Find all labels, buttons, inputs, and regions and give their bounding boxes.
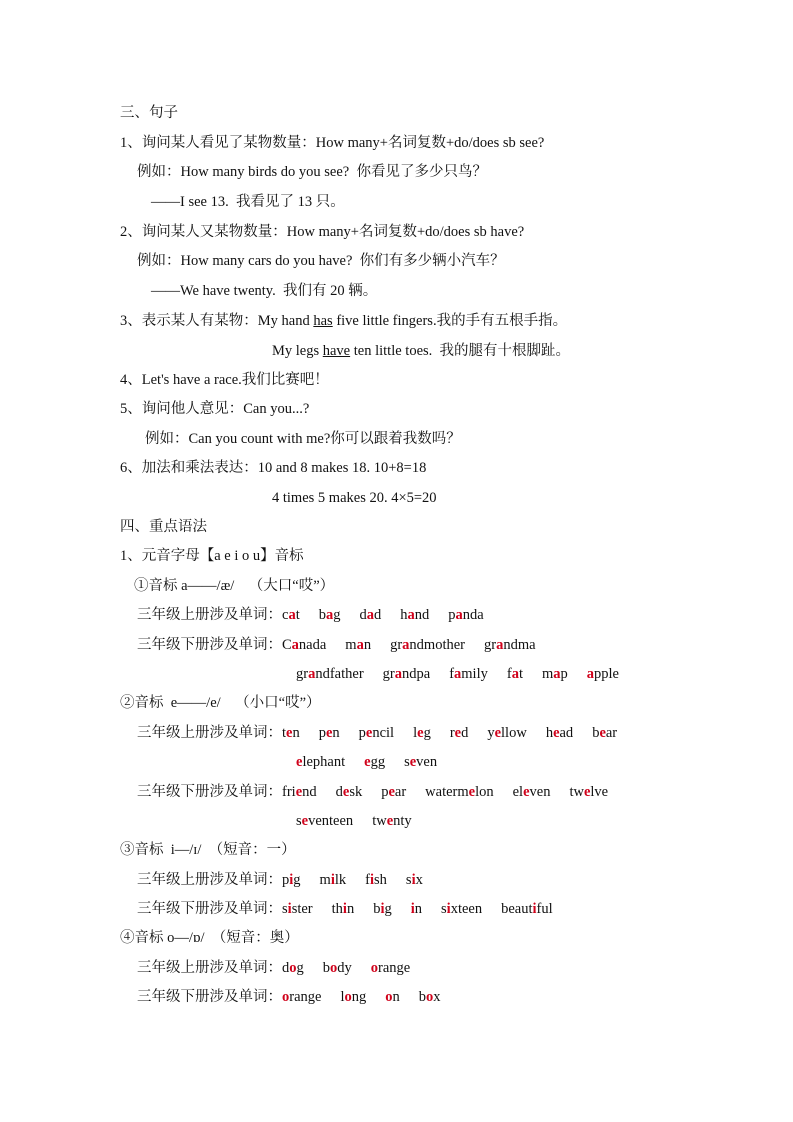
vocab-label: 三年级上册涉及单词：: [137, 607, 282, 623]
word-part: lve: [590, 784, 609, 800]
word-part: s: [405, 872, 412, 888]
word-part: ster: [291, 901, 313, 917]
text-line: [120, 371, 329, 389]
vowel-highlight: e: [364, 754, 371, 770]
word-part: C: [282, 637, 292, 653]
vowel-highlight: a: [454, 666, 462, 682]
vowel-highlight: i: [411, 872, 416, 888]
word-part: range: [289, 989, 322, 1005]
word-part: n: [363, 637, 372, 653]
vocab-word: [282, 988, 321, 1006]
vocab-word: [404, 753, 437, 771]
text-run: 三、句子: [120, 105, 178, 121]
word-part: nd: [302, 784, 317, 800]
text-line: [272, 342, 570, 360]
vocab-word: [319, 606, 341, 624]
text-line: [272, 489, 437, 507]
word-part: y: [487, 725, 495, 741]
vocab-word: [507, 665, 523, 683]
word-part: venteen: [308, 813, 354, 829]
vocab-word: [319, 724, 340, 742]
vowel-highlight: a: [366, 607, 374, 623]
text-run: ——We have twenty. 我们有 20 辆。: [151, 283, 378, 299]
vocab-word: [282, 724, 300, 742]
word-part: gr: [296, 666, 309, 682]
word-part: d: [373, 607, 382, 623]
text-run: My legs: [272, 343, 323, 359]
vocab-word: [372, 812, 411, 830]
text-line: [137, 606, 484, 624]
word-part: nada: [298, 637, 327, 653]
vocab-word: [546, 724, 573, 742]
text-run: 6、加法和乘法表达：10 and 8 makes 18. 10+8=18: [120, 460, 427, 476]
text-line: [120, 459, 426, 477]
text-line: [137, 163, 487, 181]
word-part: l: [340, 989, 345, 1005]
text-line: [120, 104, 178, 122]
word-part: ven: [416, 754, 438, 770]
text-run: 1、元音字母【a e i o u】音标: [120, 548, 304, 564]
vocab-label: 三年级下册涉及单词：: [137, 637, 282, 653]
vocab-word: [425, 783, 493, 801]
word-part: waterm: [425, 784, 469, 800]
text-line: [120, 694, 321, 712]
text-run: 4、Let's have a race.我们比赛吧！: [120, 372, 329, 388]
text-run: 例如：How many birds do you see? 你看见了多少只鸟？: [137, 164, 487, 180]
word-part: ar: [605, 725, 618, 741]
vowel-highlight: e: [454, 725, 462, 741]
word-part: h: [545, 725, 554, 741]
word-part: x: [415, 872, 423, 888]
vowel-highlight: e: [417, 725, 424, 741]
vocab-label: 三年级上册涉及单词：: [137, 872, 282, 888]
text-line: [120, 518, 207, 536]
word-part: m: [542, 666, 554, 682]
word-part: g: [293, 872, 301, 888]
text-line: [134, 577, 334, 595]
word-part: b: [418, 989, 426, 1005]
vowel-highlight: i: [287, 901, 292, 917]
vocab-word: [282, 606, 300, 624]
vowel-highlight: e: [523, 784, 530, 800]
underlined-text: has: [313, 313, 333, 329]
text-line: [120, 841, 296, 859]
word-part: nty: [393, 813, 412, 829]
vocab-word: [441, 900, 482, 918]
word-part: llow: [501, 725, 527, 741]
text-run: ——I see 13. 我看见了 13 只。: [151, 194, 345, 210]
vowel-highlight: e: [494, 725, 502, 741]
text-line: [145, 430, 461, 448]
vowel-highlight: a: [586, 666, 595, 682]
vocab-word: [282, 783, 317, 801]
word-part: ndfather: [315, 666, 364, 682]
word-part: fri: [282, 784, 296, 800]
word-part: ndpa: [402, 666, 431, 682]
vowel-highlight: o: [330, 960, 338, 976]
word-part: m: [319, 872, 331, 888]
word-part: ful: [536, 901, 553, 917]
vowel-highlight: e: [599, 725, 606, 741]
vocab-word: [542, 665, 568, 683]
vocab-word: [569, 783, 608, 801]
text-run: 例如：Can you count with me?你可以跟着我数吗？: [145, 431, 461, 447]
word-part: t: [295, 607, 300, 623]
vowel-highlight: e: [286, 725, 293, 741]
word-part: sk: [349, 784, 363, 800]
word-part: f: [365, 872, 370, 888]
vocab-word: [359, 606, 381, 624]
text-line: [120, 312, 567, 330]
vowel-highlight: a: [496, 637, 504, 653]
vowel-highlight: e: [301, 813, 309, 829]
word-part: xteen: [450, 901, 483, 917]
vowel-highlight: a: [455, 607, 463, 623]
text-line: [137, 959, 410, 977]
word-part: th: [331, 901, 343, 917]
vocab-word: [359, 724, 394, 742]
vowel-highlight: a: [291, 637, 299, 653]
text-run: ④音标 o—/ɒ/ （短音：奥）: [120, 930, 299, 946]
word-part: n: [292, 725, 300, 741]
vocab-label: 三年级下册涉及单词：: [137, 901, 282, 917]
word-part: tw: [569, 784, 584, 800]
word-part: el: [512, 784, 524, 800]
vocab-word: [320, 871, 347, 889]
text-run: 4 times 5 makes 20. 4×5=20: [272, 490, 437, 506]
vowel-highlight: a: [407, 607, 415, 623]
vocab-word: [487, 724, 526, 742]
word-part: p: [381, 784, 389, 800]
word-part: tw: [372, 813, 387, 829]
vowel-highlight: o: [370, 960, 378, 976]
vocab-word: [373, 900, 392, 918]
vocab-word: [419, 988, 441, 1006]
vocab-word: [282, 871, 301, 889]
word-part: gr: [382, 666, 395, 682]
vocab-word: [411, 900, 422, 918]
text-run: ①音标 a——/æ/ （大口“哎”）: [134, 578, 335, 594]
vocab-word: [390, 636, 465, 654]
word-part: ng: [351, 989, 367, 1005]
word-part: t: [518, 666, 523, 682]
vowel-highlight: a: [288, 607, 296, 623]
word-part: p: [448, 607, 456, 623]
word-part: nda: [462, 607, 484, 623]
word-part: c: [282, 607, 289, 623]
vowel-highlight: a: [511, 666, 519, 682]
text-line: [120, 134, 544, 152]
word-part: b: [318, 607, 326, 623]
word-part: ad: [559, 725, 574, 741]
word-part: lon: [475, 784, 494, 800]
vocab-word: [448, 606, 483, 624]
text-run: ③音标 i—/ɪ/ （短音：一）: [120, 842, 296, 858]
vocab-word: [323, 959, 352, 977]
word-part: m: [345, 637, 357, 653]
vowel-highlight: i: [410, 901, 415, 917]
word-part: range: [378, 960, 411, 976]
vocab-word: [332, 900, 355, 918]
word-part: ven: [529, 784, 551, 800]
text-line: [120, 400, 309, 418]
word-part: b: [322, 960, 330, 976]
word-part: s: [441, 901, 447, 917]
vowel-highlight: a: [325, 607, 334, 623]
word-part: f: [449, 666, 455, 682]
text-line: [151, 282, 377, 300]
text-line: [137, 724, 617, 742]
vocab-word: [282, 636, 326, 654]
vowel-highlight: i: [380, 901, 385, 917]
vocab-word: [385, 988, 400, 1006]
word-part: lk: [334, 872, 347, 888]
text-run: ②音标 e——/e/ （小口“哎”）: [120, 695, 321, 711]
word-part: beaut: [501, 901, 533, 917]
text-line: [120, 929, 299, 947]
text-line: [137, 783, 608, 801]
text-line: [296, 812, 412, 830]
vowel-highlight: a: [356, 637, 364, 653]
word-part: g: [333, 607, 341, 623]
text-run: five little fingers.我的手有五根手指。: [332, 313, 568, 329]
vowel-highlight: i: [369, 872, 374, 888]
vowel-highlight: i: [532, 901, 537, 917]
text-run: 1、询问某人看见了某物数量：How many+名词复数+do/does sb see?: [120, 135, 545, 151]
vocab-word: [592, 724, 617, 742]
text-run: 5、询问他人意见：Can you...?: [120, 401, 310, 417]
vowel-highlight: e: [386, 813, 394, 829]
word-part: dy: [337, 960, 352, 976]
vowel-highlight: i: [330, 872, 335, 888]
text-line: [137, 871, 423, 889]
text-line: [296, 665, 619, 683]
vowel-highlight: e: [365, 725, 373, 741]
word-part: b: [592, 725, 600, 741]
word-part: ndma: [503, 637, 536, 653]
vowel-highlight: i: [342, 901, 347, 917]
text-run: My hand: [257, 313, 314, 329]
text-line: [137, 900, 553, 918]
vowel-highlight: a: [402, 637, 410, 653]
word-part: p: [358, 725, 366, 741]
word-part: s: [296, 813, 302, 829]
word-part: nd: [414, 607, 430, 623]
text-run: 例如：How many cars do you have? 你们有多少辆小汽车？: [137, 253, 505, 269]
text-line: [296, 753, 437, 771]
word-part: sh: [374, 872, 387, 888]
word-part: n: [346, 901, 355, 917]
vowel-highlight: i: [446, 901, 451, 917]
vocab-word: [406, 871, 423, 889]
underlined-text: have: [322, 343, 351, 359]
vocab-word: [450, 724, 469, 742]
vocab-word: [282, 959, 304, 977]
vowel-highlight: o: [289, 960, 297, 976]
vocab-word: [340, 988, 366, 1006]
text-line: [137, 636, 536, 654]
word-part: p: [282, 872, 290, 888]
vocab-label: 三年级下册涉及单词：: [137, 784, 282, 800]
vocab-word: [501, 900, 553, 918]
word-part: s: [282, 901, 288, 917]
word-part: x: [433, 989, 441, 1005]
vocab-word: [484, 636, 536, 654]
word-part: ncil: [372, 725, 395, 741]
vocab-word: [587, 665, 619, 683]
vowel-highlight: e: [468, 784, 476, 800]
vocab-word: [296, 753, 345, 771]
vocab-word: [296, 665, 364, 683]
word-part: ar: [394, 784, 407, 800]
word-part: p: [560, 666, 568, 682]
word-part: h: [400, 607, 408, 623]
word-part: f: [506, 666, 512, 682]
text-line: [120, 547, 304, 565]
vowel-highlight: e: [342, 784, 350, 800]
vocab-label: 三年级上册涉及单词：: [137, 725, 282, 741]
vowel-highlight: e: [388, 784, 395, 800]
word-part: r: [449, 725, 455, 741]
word-part: t: [282, 725, 287, 741]
vowel-highlight: o: [425, 989, 434, 1005]
vowel-highlight: o: [344, 989, 352, 1005]
text-run: 3、表示某人有某物：: [120, 313, 258, 329]
vowel-highlight: e: [296, 754, 303, 770]
vowel-highlight: e: [553, 725, 560, 741]
word-part: ndmother: [409, 637, 465, 653]
vocab-word: [345, 636, 371, 654]
vocab-label: 三年级上册涉及单词：: [137, 960, 282, 976]
word-part: d: [335, 784, 343, 800]
vowel-highlight: o: [282, 989, 290, 1005]
text-line: [137, 988, 440, 1006]
vowel-highlight: a: [553, 666, 561, 682]
vowel-highlight: e: [409, 754, 417, 770]
word-part: d: [461, 725, 469, 741]
word-part: b: [373, 901, 381, 917]
text-line: [120, 223, 524, 241]
word-part: n: [392, 989, 400, 1005]
vowel-highlight: e: [583, 784, 591, 800]
word-part: mily: [461, 666, 488, 682]
word-part: n: [332, 725, 340, 741]
vocab-word: [365, 871, 387, 889]
word-part: gr: [484, 637, 497, 653]
vowel-highlight: o: [385, 989, 393, 1005]
vocab-word: [282, 900, 313, 918]
word-part: p: [318, 725, 326, 741]
word-part: d: [359, 607, 367, 623]
word-part: g: [384, 901, 392, 917]
text-run: 四、重点语法: [120, 519, 207, 535]
word-part: gg: [370, 754, 386, 770]
word-part: lephant: [302, 754, 346, 770]
word-part: gr: [390, 637, 403, 653]
vowel-highlight: a: [308, 666, 316, 682]
text-line: [151, 193, 345, 211]
vocab-word: [371, 959, 410, 977]
vowel-highlight: a: [394, 666, 402, 682]
text-line: [137, 252, 505, 270]
vocab-word: [364, 753, 385, 771]
word-part: d: [282, 960, 290, 976]
vocab-word: [413, 724, 431, 742]
vocab-word: [449, 665, 488, 683]
vocab-word: [383, 665, 431, 683]
vocab-word: [381, 783, 406, 801]
vowel-highlight: e: [295, 784, 303, 800]
vowel-highlight: e: [325, 725, 333, 741]
vocab-word: [336, 783, 363, 801]
vowel-highlight: i: [289, 872, 294, 888]
vocab-word: [296, 812, 353, 830]
word-part: n: [414, 901, 422, 917]
word-part: s: [404, 754, 410, 770]
word-part: l: [413, 725, 418, 741]
vocab-word: [400, 606, 429, 624]
text-run: ten little toes. 我的腿有十根脚趾。: [350, 343, 571, 359]
word-part: pple: [594, 666, 619, 682]
word-part: g: [423, 725, 431, 741]
vocab-word: [513, 783, 551, 801]
word-part: g: [296, 960, 304, 976]
text-run: 2、询问某人又某物数量：How many+名词复数+do/does sb have?: [120, 224, 525, 240]
vocab-label: 三年级下册涉及单词：: [137, 989, 282, 1005]
